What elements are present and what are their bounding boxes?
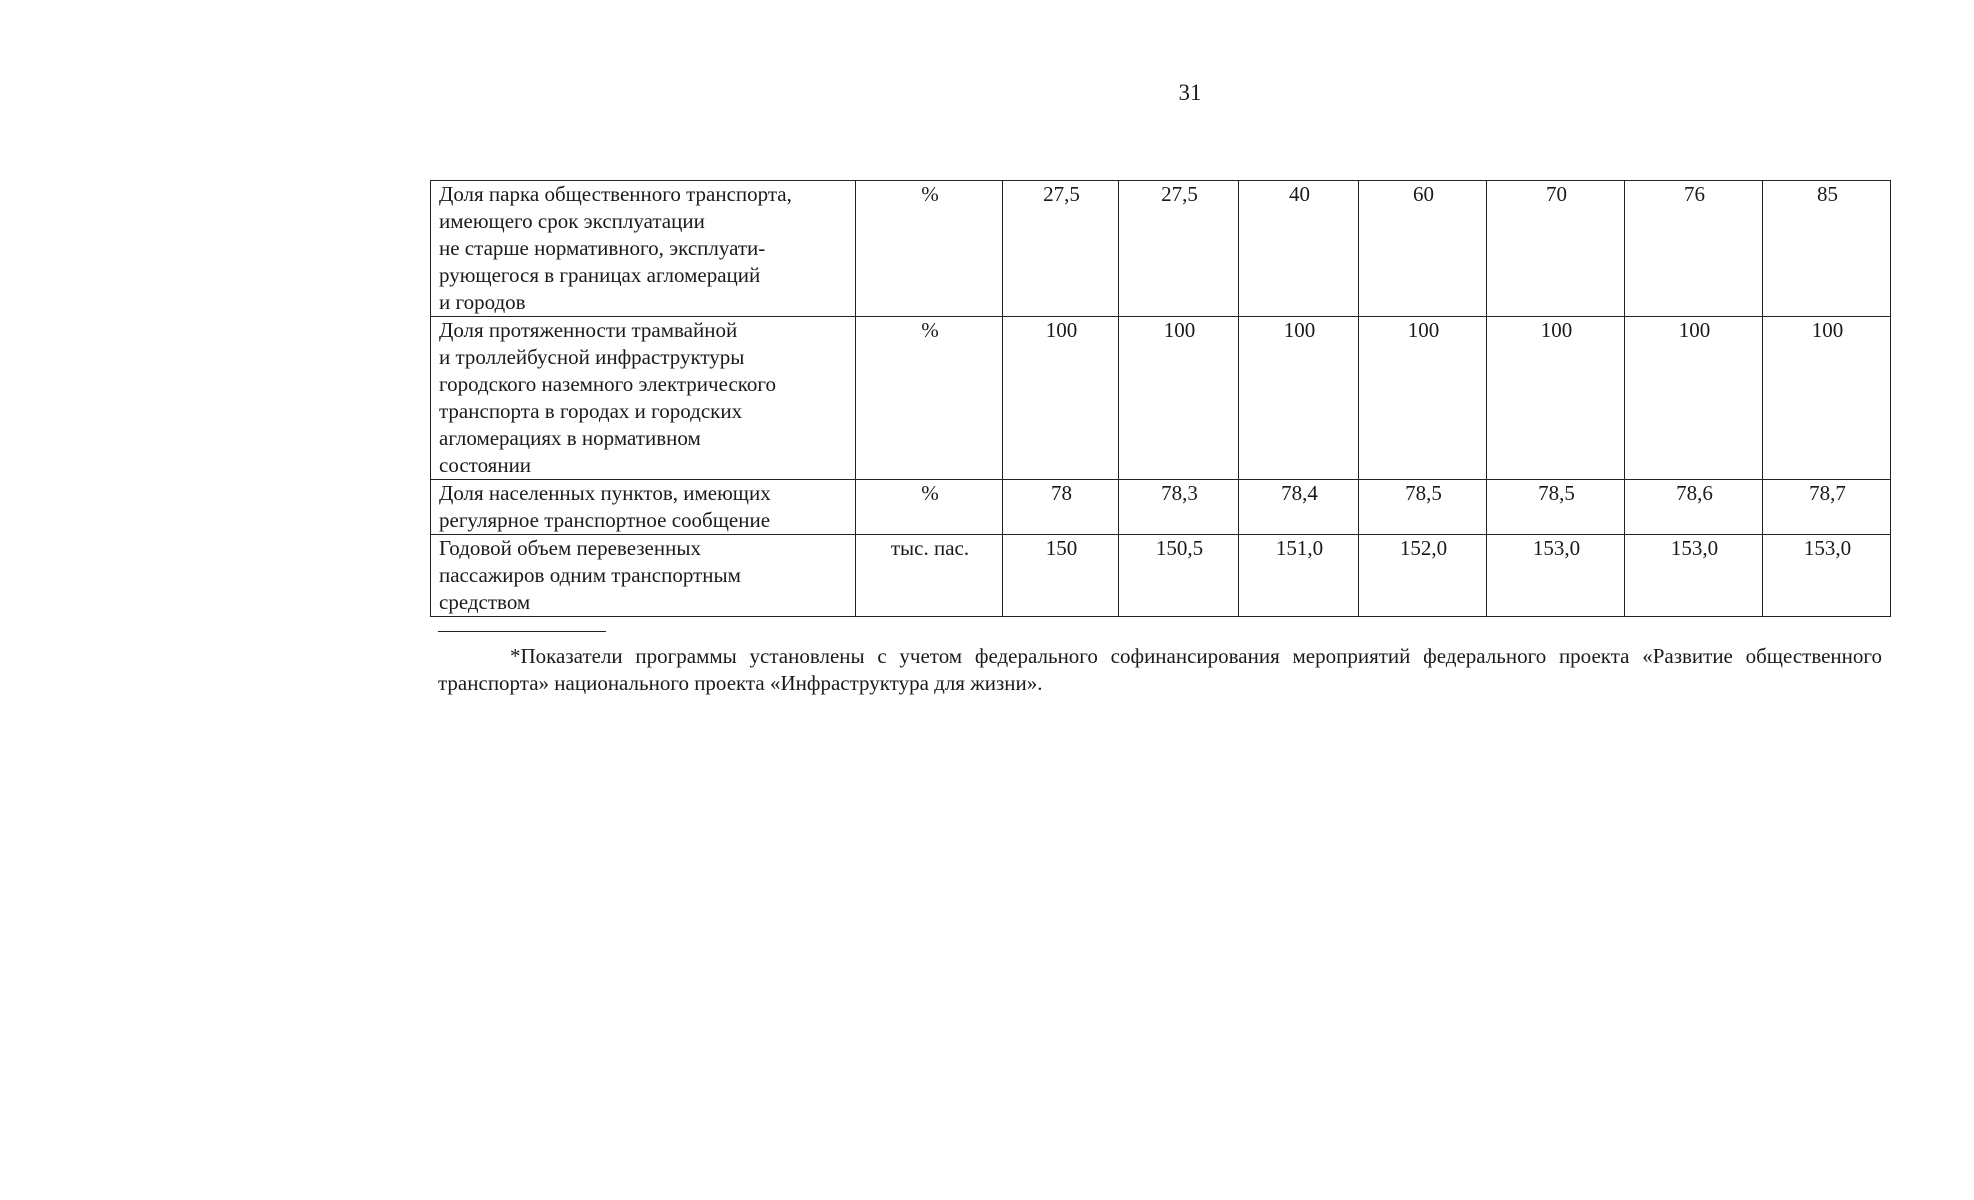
value-cell: 78,6 — [1625, 480, 1763, 535]
indicator-name-line: Доля протяженности трамвайной — [439, 318, 738, 342]
value-cell: 100 — [1119, 317, 1239, 480]
value-cell: 151,0 — [1239, 535, 1359, 617]
value-cell: 150 — [1003, 535, 1119, 617]
indicator-name-cell — [431, 181, 856, 317]
indicator-name-cell — [431, 317, 856, 480]
unit-cell: % — [856, 480, 1003, 535]
indicator-name-line: рующегося в границах агломераций — [439, 263, 761, 287]
table-row — [431, 535, 1891, 617]
indicator-name-line: и троллейбусной инфраструктуры — [439, 345, 745, 369]
value-cell: 27,5 — [1003, 181, 1119, 317]
indicator-name-line: имеющего срок эксплуатации — [439, 209, 705, 233]
indicator-name-cell — [431, 535, 856, 617]
value-cell: 100 — [1003, 317, 1119, 480]
value-cell: 70 — [1487, 181, 1625, 317]
footnote-text: *Показатели программы установлены с учетом федерального софинансирования мероприятий федерального проекта «Развитие общественного транспорта» национального проекта «Инфраструктура для жизни». — [438, 644, 1882, 695]
indicator-name-line: регулярное транспортное сообщение — [439, 508, 771, 532]
value-cell: 85 — [1763, 181, 1891, 317]
indicator-name-line: состоянии — [439, 453, 532, 477]
value-cell: 40 — [1239, 181, 1359, 317]
value-cell: 153,0 — [1487, 535, 1625, 617]
value-cell: 78,4 — [1239, 480, 1359, 535]
unit-cell: % — [856, 181, 1003, 317]
table-row — [431, 480, 1891, 535]
footnote-divider — [438, 631, 606, 632]
indicator-name-cell — [431, 480, 856, 535]
value-cell: 100 — [1625, 317, 1763, 480]
indicator-name-line: пассажиров одним транспортным — [439, 563, 741, 587]
indicator-name-line: городского наземного электрического — [439, 372, 776, 396]
indicator-name-line: не старше нормативного, эксплуати- — [439, 236, 766, 260]
value-cell: 78,3 — [1119, 480, 1239, 535]
indicator-name-line: агломерациях в нормативном — [439, 426, 701, 450]
value-cell: 78,5 — [1359, 480, 1487, 535]
value-cell: 78,5 — [1487, 480, 1625, 535]
value-cell: 153,0 — [1763, 535, 1891, 617]
indicator-name-line: и городов — [439, 290, 526, 314]
value-cell: 100 — [1487, 317, 1625, 480]
value-cell: 76 — [1625, 181, 1763, 317]
value-cell: 153,0 — [1625, 535, 1763, 617]
table-row — [431, 181, 1891, 317]
indicator-name-line: Доля населенных пунктов, имеющих — [439, 481, 771, 505]
unit-cell: % — [856, 317, 1003, 480]
indicator-name-line: Годовой объем перевезенных — [439, 536, 701, 560]
value-cell: 60 — [1359, 181, 1487, 317]
indicator-name-line: Доля парка общественного транспорта, — [439, 182, 792, 206]
indicator-name-line: транспорта в городах и городских — [439, 399, 743, 423]
value-cell: 78 — [1003, 480, 1119, 535]
value-cell: 100 — [1763, 317, 1891, 480]
value-cell: 27,5 — [1119, 181, 1239, 317]
value-cell: 150,5 — [1119, 535, 1239, 617]
table-row — [431, 317, 1891, 480]
value-cell: 100 — [1239, 317, 1359, 480]
unit-cell: тыс. пас. — [856, 535, 1003, 617]
value-cell: 152,0 — [1359, 535, 1487, 617]
indicator-name-line: средством — [439, 590, 531, 614]
value-cell: 100 — [1359, 317, 1487, 480]
value-cell: 78,7 — [1763, 480, 1891, 535]
indicators-table — [430, 180, 1891, 617]
page-number: 31 — [1178, 80, 1202, 105]
